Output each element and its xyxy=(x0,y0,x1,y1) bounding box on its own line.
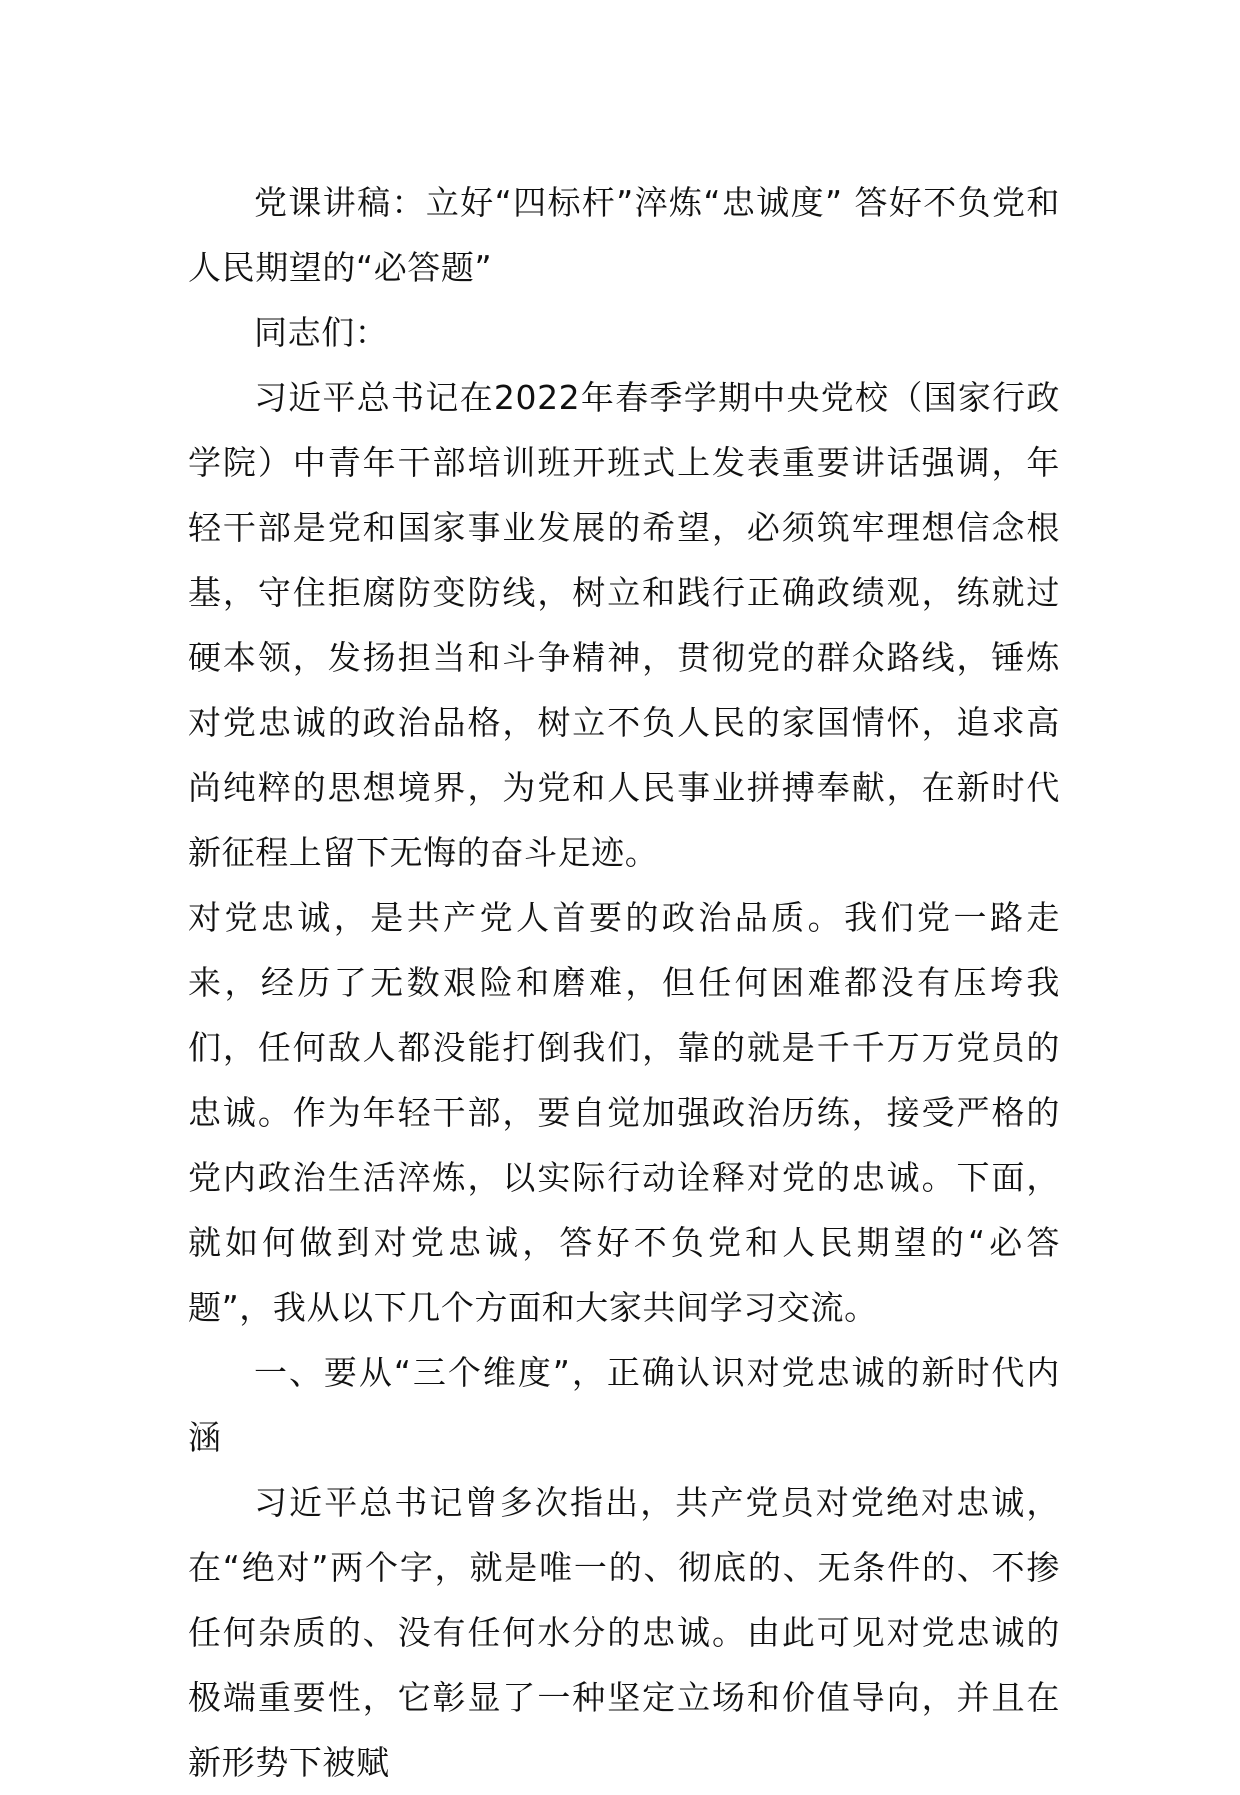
paragraph-intro: 习近平总书记在2022年春季学期中央党校（国家行政学院）中青年干部培训班开班式上发表重要讲话强调，年轻干部是党和国家事业发展的希望，必须筑牢理想信念根基，守住拒腐防变防线，树立和践行正确政绩观，练就过硬本领，发扬担当和斗争精神，贯彻党的群众路线，锤炼对党忠诚的政治品格，树立不负人民的家国情怀，追求高尚纯粹的思想境界，为党和人民事业拼搏奉献，在新时代新征程上留下无悔的奋斗足迹。 xyxy=(188,378,1060,872)
salutation: 同志们： xyxy=(254,313,389,352)
paragraph-loyalty: 对党忠诚，是共产党人首要的政治品质。我们党一路走来，经历了无数艰险和磨难，但任何困难都没有压垮我们，任何敌人都没能打倒我们，靠的就是千千万万党员的忠诚。作为年轻干部，要自觉加强政治历练，接受严格的党内政治生活淬炼，以实际行动诠释对党的忠诚。下面，就如何做到对党忠诚，答好不负党和人民期望的“必答题”，我从以下几个方面和大家共间学习交流。 xyxy=(188,898,1060,1327)
section-heading: 一、要从“三个维度”，正确认识对党忠诚的新时代内涵 xyxy=(188,1353,1060,1457)
section-paragraph: 习近平总书记曾多次指出，共产党员对党绝对忠诚，在“绝对”两个字，就是唯一的、彻底的、无条件的、不掺任何杂质的、没有任何水分的忠诚。由此可见对党忠诚的极端重要性，它彰显了一种坚定立场和价值导向，并且在新形势下被赋 xyxy=(188,1483,1060,1782)
document-body xyxy=(188,170,1060,1795)
document-title: 党课讲稿：立好“四标杆”淬炼“忠诚度” 答好不负党和人民期望的“必答题” xyxy=(188,183,1060,287)
